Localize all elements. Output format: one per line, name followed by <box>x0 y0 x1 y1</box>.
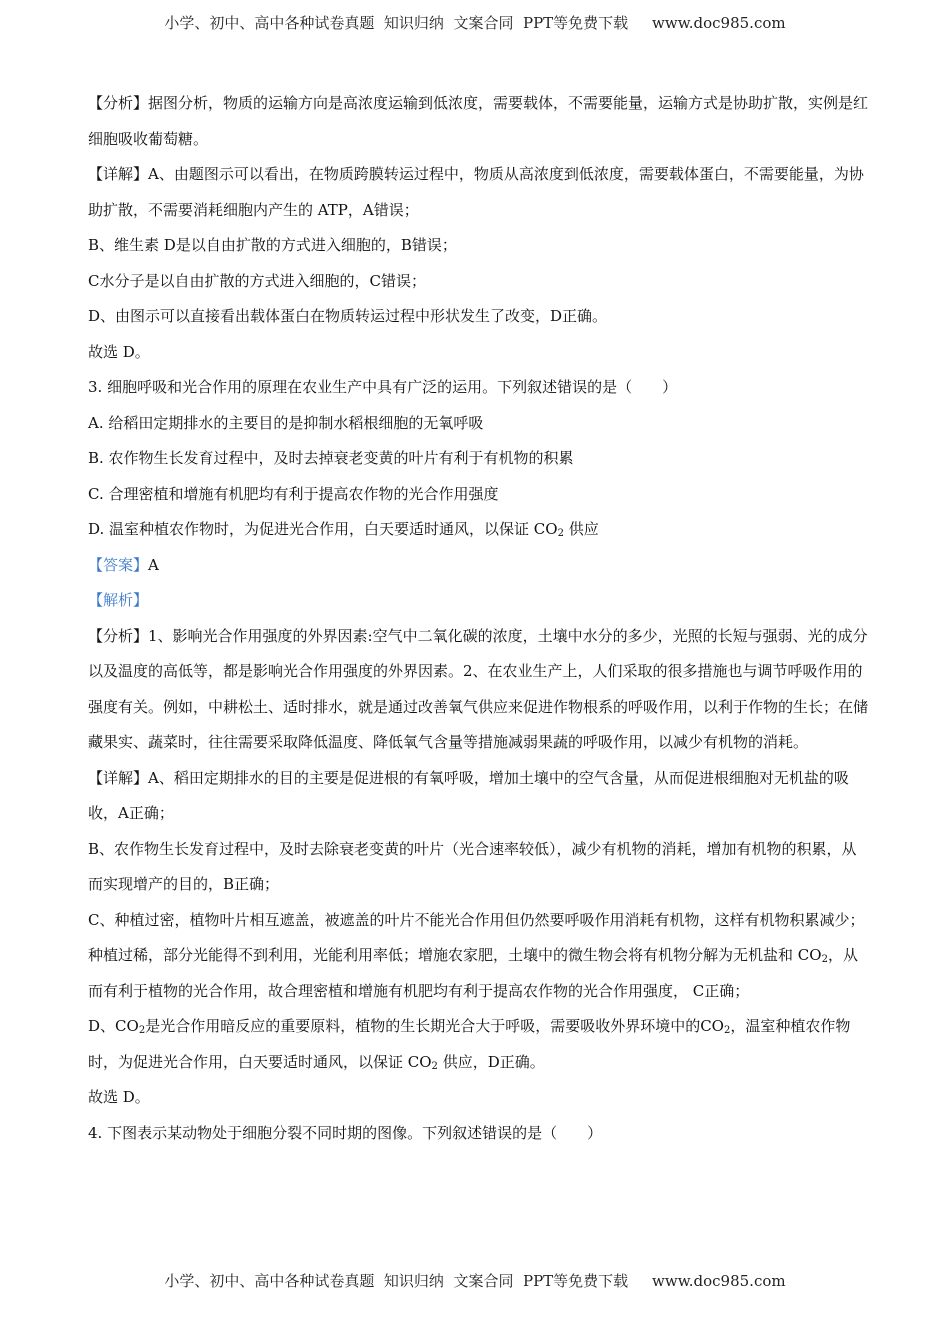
detail-c-paragraph: C、种植过密，植物叶片相互遮盖，被遮盖的叶片不能光合作用但仍然要呼吸作用消耗有机物，这样有机物积累减少；种植过稀，部分光能得不到利用，光能利用率低；增施农家肥，土壤中的微生物会将有机物分解为无机盐和 $CO_2$，从而有利于植物的光合作用，故合理密植和增施有机肥均有利于提高农作物的光合作用强度， C正确； <box>88 910 865 1000</box>
answer-label: 【答案】 <box>88 555 149 574</box>
answer-line <box>88 548 868 584</box>
detail-option-c: C水分子是以自由扩散的方式进入细胞的，C错误； <box>88 271 426 290</box>
question-3-option-c: C. 合理密植和增施有机肥均有利于提高农作物的光合作用强度 <box>88 484 499 503</box>
page-footer: 小学、初中、高中各种试卷真题 知识归纳 文案合同 PPT等免费下载 www.doc985.com <box>164 1272 786 1290</box>
question-4: 4. 下图表示某动物处于细胞分裂不同时期的图像。下列叙述错误的是（ ） <box>88 1123 603 1142</box>
question-3-option-a: A. 给稻田定期排水的主要目的是抑制水稻根细胞的无氧呼吸 <box>88 413 484 432</box>
analysis-paragraph-2: 【分析】1、影响光合作用强度的外界因素:空气中二氧化碳的浓度，土壤中水分的多少，光照的长短与强弱、光的成分以及温度的高低等，都是影响光合作用强度的外界因素。2、在农业生产上，人们采取的很多措施也与调节呼吸作用的强度有关。例如，中耕松土、适时排水，就是通过改善氧气供应来促进作物根系的呼吸作用，以利于作物的生长；在储藏果实、蔬菜时，往往需要采取降低温度、降低氧气含量等措施减弱果蔬的呼吸作用，以减少有机物的消耗。 <box>88 626 869 751</box>
conclusion: 故选 D。 <box>88 342 150 361</box>
page-header: 小学、初中、高中各种试卷真题 知识归纳 文案合同 PPT等免费下载 www.doc985.com <box>164 14 786 32</box>
question-3-option-d: D. 温室种植农作物时，为促进光合作用，白天要适时通风，以保证 $CO_2$ 供应 <box>88 520 599 539</box>
answer-value: A <box>148 555 159 574</box>
detail-paragraph-2: 【详解】A、稻田定期排水的目的主要是促进根的有氧呼吸，增加土壤中的空气含量，从而促进根细胞对无机盐的吸收，A正确； <box>88 768 849 822</box>
question-3-option-b: B. 农作物生长发育过程中，及时去掉衰老变黄的叶片有利于有机物的积累 <box>88 449 574 467</box>
analysis-paragraph: 【分析】据图分析，物质的运输方向是高浓度运输到低浓度，需要载体，不需要能量，运输方式是协助扩散，实例是红细胞吸收葡萄糖。 <box>88 94 869 148</box>
detail-option-d: D、由图示可以直接看出载体蛋白在物质转运过程中形状发生了改变，D正确。 <box>88 307 608 325</box>
detail-option-b: B、维生素 D是以自由扩散的方式进入细胞的，B错误； <box>88 236 457 254</box>
conclusion-2: 故选 D。 <box>88 1088 150 1106</box>
detail-paragraph: 【详解】A、由题图示可以看出，在物质跨膜转运过程中，物质从高浓度到低浓度，需要载体蛋白，不需要能量，为协助扩散，不需要消耗细胞内产生的 ATP，A错误； <box>88 165 864 219</box>
explanation-label: 【解析】 <box>88 591 149 609</box>
detail-b-paragraph: B、农作物生长发育过程中，及时去除衰老变黄的叶片（光合速率较低），减少有机物的消耗，增加有机物的积累，从而实现增产的目的，B正确； <box>88 839 857 893</box>
question-3: 3. 细胞呼吸和光合作用的原理在农业生产中具有广泛的运用。下列叙述错误的是（ ） <box>88 378 678 396</box>
document-body <box>88 86 868 1151</box>
detail-d-paragraph: D、$CO_2$是光合作用暗反应的重要原料，植物的生长期光合大于呼吸，需要吸收外界环境中的$CO_2$，温室种植农作物时，为促进光合作用，白天要适时通风，以保证 $CO_2$ 供应，D正确。 <box>88 1017 851 1072</box>
